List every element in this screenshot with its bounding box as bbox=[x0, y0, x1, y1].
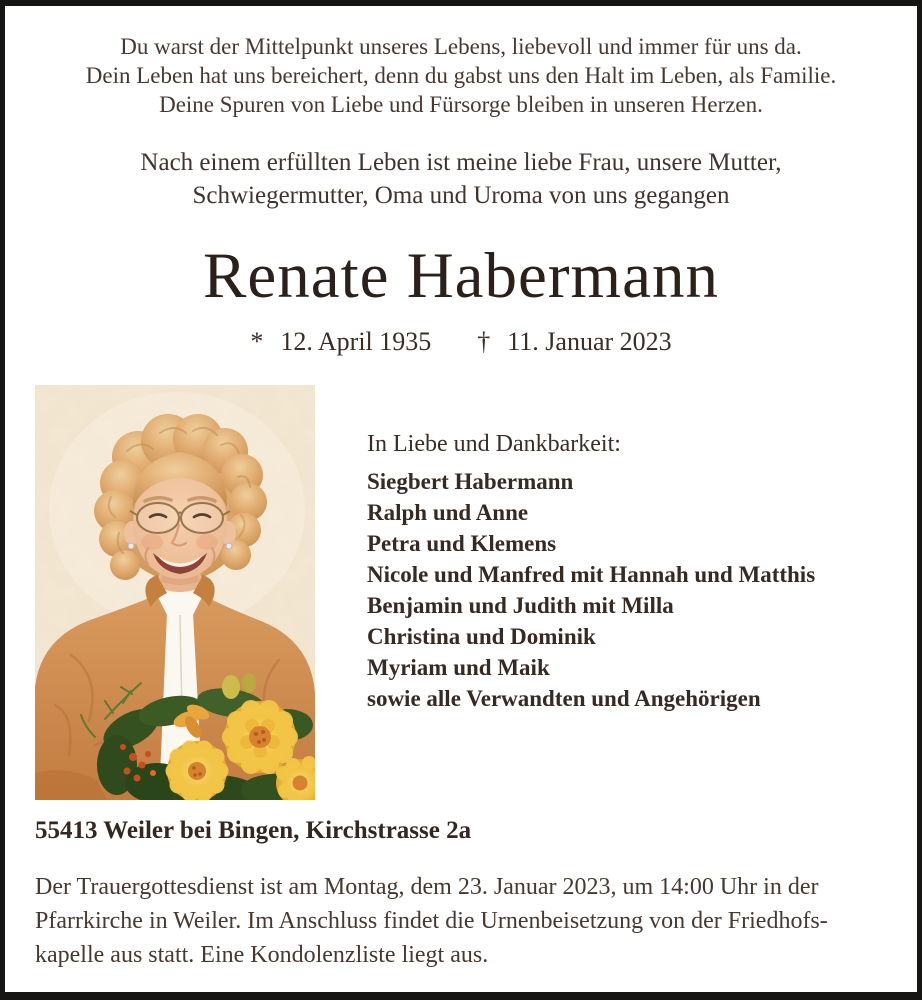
address-line: 55413 Weiler bei Bingen, Kirchstrasse 2a bbox=[35, 817, 472, 845]
main-row bbox=[35, 385, 917, 800]
death-date-text: 11. Januar 2023 bbox=[507, 327, 672, 357]
funeral-info-line: kapelle aus statt. Eine Kondolenzliste liegt aus. bbox=[35, 942, 489, 969]
tribute-intro: In Liebe und Dankbarkeit: bbox=[367, 431, 621, 458]
death-date bbox=[477, 327, 671, 357]
mourner-name: Benjamin und Judith mit Milla bbox=[367, 593, 674, 619]
mourner-name: Siegbert Habermann bbox=[367, 469, 574, 495]
mourner-name: Myriam und Maik bbox=[367, 655, 550, 681]
death-cross-icon: † bbox=[477, 327, 491, 357]
mourner-name: Christina und Dominik bbox=[367, 624, 596, 650]
mourner-name: Nicole und Manfred mit Hannah und Matthis bbox=[367, 562, 816, 588]
life-dates bbox=[5, 327, 917, 357]
mourner-name: Petra und Klemens bbox=[367, 531, 557, 557]
epigraph-line: Dein Leben hat uns bereichert, denn du gabst uns den Halt im Leben, als Familie. bbox=[85, 63, 837, 88]
mourner-name: sowie alle Verwandten und Angehörigen bbox=[367, 686, 761, 712]
announcement bbox=[5, 146, 917, 212]
funeral-info bbox=[35, 870, 887, 972]
epigraph-line: Du warst der Mittelpunkt unseres Lebens, liebevoll und immer für uns da. bbox=[120, 34, 802, 59]
tribute bbox=[367, 385, 815, 800]
mourner-name: Ralph und Anne bbox=[367, 500, 529, 526]
funeral-info-line: Der Trauergottesdienst ist am Montag, dem 23. Januar 2023, um 14:00 Uhr in der bbox=[35, 874, 819, 901]
birth-date bbox=[250, 327, 431, 357]
portrait-photo bbox=[35, 385, 315, 800]
funeral-info-line: Pfarrkirche in Weiler. Im Anschluss findet die Urnenbeisetzung von der Friedhofs- bbox=[35, 908, 828, 935]
bouquet-flower bbox=[166, 741, 229, 801]
birth-date-text: 12. April 1935 bbox=[280, 327, 432, 357]
birth-star-icon: * bbox=[250, 327, 264, 357]
epigraph-line: Deine Spuren von Liebe und Fürsorge bleiben in unseren Herzen. bbox=[159, 92, 763, 117]
announcement-line: Schwiegermutter, Oma und Uroma von uns gegangen bbox=[192, 182, 730, 209]
deceased-name: Renate Habermann bbox=[203, 240, 719, 312]
epigraph bbox=[5, 32, 917, 119]
announcement-line: Nach einem erfüllten Leben ist meine liebe Frau, unsere Mutter, bbox=[140, 149, 782, 176]
